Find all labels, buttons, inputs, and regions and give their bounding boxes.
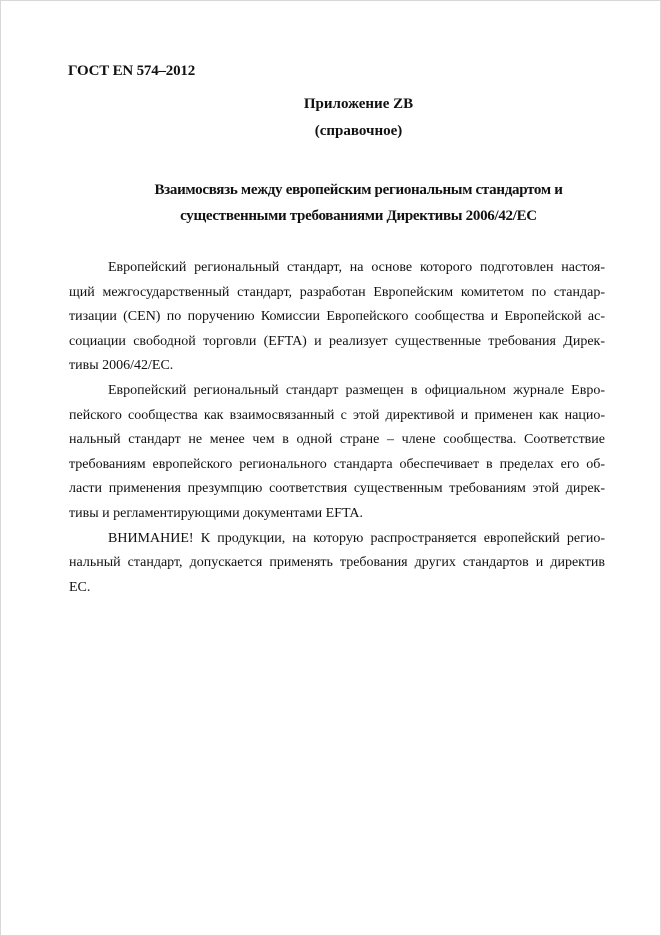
paragraph (69, 256, 605, 379)
text-line: нальный стандарт, допускается применять требования других стандартов и директив (69, 555, 605, 571)
text-line: щий межгосударственный стандарт, разработан Европейским комитетом по стандар- (69, 284, 605, 300)
text-line: тизации (CEN) по поручению Комиссии Европейского сообщества и Европейской ас- (69, 309, 605, 325)
section-heading-line: Взаимосвязь между европейским региональным стандартом и (154, 182, 563, 198)
text-line: пейского сообщества как взаимосвязанный с этой директивой и применен как нацио- (69, 407, 605, 423)
paragraph (69, 527, 605, 601)
text-line: ласти применения презумпцию соответствия существенным требованиям этой дирек- (69, 481, 605, 497)
text-line: требованиям европейского регионального стандарта обеспечивает в пределах его об- (69, 456, 605, 472)
text-line: ЕС. (69, 579, 91, 595)
body-text (69, 256, 605, 600)
annex-title: Приложение ZB (303, 96, 414, 112)
text-line: тивы и регламентирующими документами EFTA. (69, 505, 363, 521)
text-line: социации свободной торговли (EFTA) и реализует существенные требования Дирек- (69, 333, 605, 349)
text-line: тивы 2006/42/ЕС. (69, 358, 174, 374)
section-heading (101, 177, 616, 229)
section-heading-line: существенными требованиями Директивы 2006/42/ЕС (180, 208, 537, 224)
text-line: Европейский региональный стандарт, на основе которого подготовлен настоя- (108, 260, 605, 275)
document-code: ГОСТ EN 574–2012 (68, 63, 195, 79)
text-line: нальный стандарт не менее чем в одной стране – члене сообщества. Соответствие (69, 432, 605, 448)
text-line: Европейский региональный стандарт размещен в официальном журнале Евро- (108, 382, 605, 398)
paragraph (69, 379, 605, 527)
annex-subtitle: (справочное) (314, 123, 403, 139)
text-line: ВНИМАНИЕ! К продукции, на которую распространяется европейский регио- (108, 530, 605, 546)
